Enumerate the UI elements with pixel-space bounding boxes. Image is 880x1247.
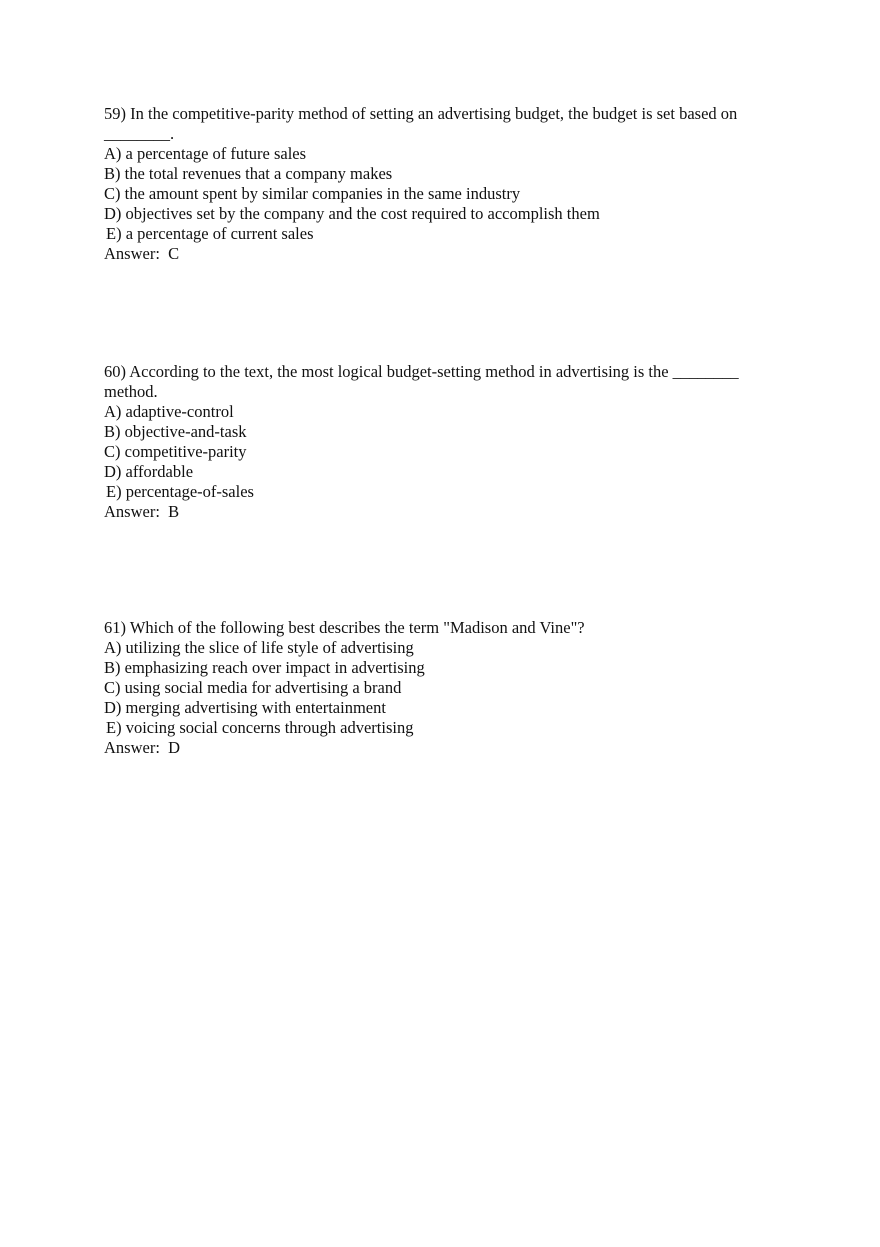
option-c: C) using social media for advertising a brand: [104, 678, 402, 697]
answer: Answer: C: [104, 244, 180, 263]
option-a: A) adaptive-control: [104, 402, 234, 421]
option-d: D) objectives set by the company and the cost required to accomplish them: [104, 204, 600, 223]
question-stem: 59) In the competitive-parity method of setting an advertising budget, the budget is set based on: [104, 104, 738, 123]
option-d: D) affordable: [104, 462, 194, 481]
option-a: A) utilizing the slice of life style of advertising: [104, 638, 414, 657]
option-b: B) objective-and-task: [104, 422, 247, 441]
question-61: [104, 618, 784, 758]
option-b: B) emphasizing reach over impact in advertising: [104, 658, 425, 677]
option-b: B) the total revenues that a company makes: [104, 164, 393, 183]
option-c: C) the amount spent by similar companies in the same industry: [104, 184, 521, 203]
question-stem-continuation: method.: [104, 382, 158, 401]
answer: Answer: D: [104, 738, 181, 757]
question-stem: 60) According to the text, the most logical budget-setting method in advertising is the ________: [104, 362, 739, 381]
question-59: [104, 104, 784, 264]
answer: Answer: B: [104, 502, 180, 521]
option-e: E) voicing social concerns through advertising: [106, 718, 414, 737]
option-d: D) merging advertising with entertainment: [104, 698, 386, 717]
question-stem: 61) Which of the following best describes the term "Madison and Vine"?: [104, 618, 585, 637]
question-60: [104, 362, 784, 522]
question-stem-continuation: ________.: [104, 124, 175, 143]
option-e: E) a percentage of current sales: [106, 224, 314, 243]
option-a: A) a percentage of future sales: [104, 144, 307, 163]
option-c: C) competitive-parity: [104, 442, 247, 461]
option-e: E) percentage-of-sales: [106, 482, 254, 501]
